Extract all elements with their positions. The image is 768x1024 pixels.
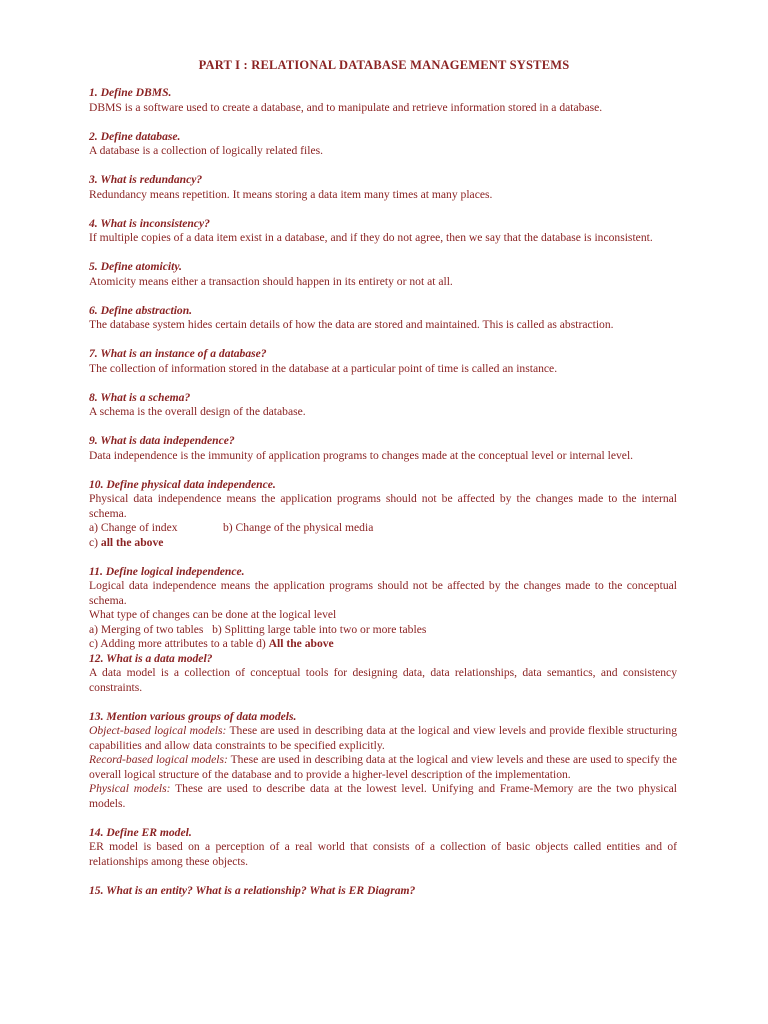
qa-item-6: [89, 304, 677, 333]
answer: DBMS is a software used to create a database, and to manipulate and retrieve information stored in a database.: [89, 100, 603, 114]
question: 4. What is inconsistency?: [89, 216, 210, 230]
option-c-prefix: c): [89, 535, 101, 549]
question: 5. Define atomicity.: [89, 260, 182, 273]
qa-item-12: [89, 652, 677, 696]
qa-item-4: [89, 217, 677, 246]
question: 2. Define database.: [89, 129, 181, 143]
qa-item-10: [89, 478, 677, 551]
option-row: [89, 536, 677, 551]
physical-label: Physical models:: [89, 782, 171, 795]
option-a: a) Change of index: [89, 521, 178, 534]
option-row: [89, 521, 677, 536]
question: 8. What is a schema?: [89, 390, 191, 404]
answer-object-based: [89, 724, 677, 753]
answer: The database system hides certain details of how the data are stored and maintained. This is called as abstraction.: [89, 318, 614, 331]
option-a: a) Merging of two tables: [89, 622, 204, 636]
question: 6. Define abstraction.: [89, 303, 193, 317]
record-based-label: Record-based logical models:: [89, 753, 228, 766]
question: 11. Define logical independence.: [89, 564, 245, 578]
document-body: [89, 86, 677, 913]
answer: ER model is based on a perception of a real world that consists of a collection of basic objects called entities and of relationships among these objects.: [89, 840, 677, 868]
option-c: all the above: [100, 535, 164, 549]
qa-item-8: [89, 391, 677, 420]
answer: Redundancy means repetition. It means storing a data item many times at many places.: [89, 187, 493, 201]
qa-item-5: [89, 260, 677, 289]
question: 1. Define DBMS.: [89, 86, 172, 99]
physical-text: These are used to describe data at the lowest level. Unifying and Frame-Memory are the two physical models.: [89, 782, 678, 810]
question: 7. What is an instance of a database?: [89, 347, 267, 360]
answer-physical: [89, 782, 677, 811]
answer: Logical data independence means the application programs should not be affected by the changes made to the conceptual schema.: [89, 579, 677, 607]
answer: If multiple copies of a data item exist in a database, and if they do not agree, then we say that the database is inconsistent.: [89, 231, 653, 244]
answer-record-based: [89, 753, 677, 782]
qa-item-1: [89, 86, 677, 115]
question: 12. What is a data model?: [89, 651, 213, 665]
qa-item-9: [89, 434, 677, 463]
qa-item-14: [89, 826, 677, 870]
document-title: PART I : RELATIONAL DATABASE MANAGEMENT SYSTEMS: [198, 58, 570, 72]
answer: A data model is a collection of conceptual tools for designing data, data relationships, data semantics, and consistency constraints.: [89, 666, 677, 694]
qa-item-2: [89, 130, 677, 159]
option-b: b) Change of the physical media: [223, 521, 374, 534]
qa-item-15: [89, 884, 677, 899]
object-based-label: Object-based logical models:: [89, 724, 227, 737]
question: 15. What is an entity? What is a relationship? What is ER Diagram?: [89, 883, 416, 897]
qa-item-11: [89, 565, 677, 652]
qa-item-3: [89, 173, 677, 202]
qa-item-13: [89, 710, 677, 812]
question: 3. What is redundancy?: [89, 173, 203, 186]
answer: A schema is the overall design of the database.: [89, 405, 306, 418]
question: 10. Define physical data independence.: [89, 477, 276, 491]
answer: Data independence is the immunity of application programs to changes made at the conceptual level or internal level.: [89, 448, 634, 462]
object-based-text: These are used in describing data at the logical and view levels and provide flexible structuring capabilities and allow data constraints to be specified explicitly.: [89, 724, 677, 752]
question: 13. Mention various groups of data models.: [89, 709, 297, 723]
answer: Atomicity means either a transaction should happen in its entirety or not at all.: [89, 274, 453, 288]
question: 9. What is data independence?: [89, 434, 235, 447]
option-row: [89, 623, 677, 638]
question: 14. Define ER model.: [89, 825, 192, 839]
qa-item-7: [89, 347, 677, 376]
sub-question: What type of changes can be done at the logical level: [89, 608, 337, 621]
answer: A database is a collection of logically related files.: [89, 144, 324, 157]
record-based-text: These are used in describing data at the logical and view levels and these are used to specify the overall logical structure of the database and to provide a higher-level description of the implementation.: [89, 753, 677, 781]
answer: The collection of information stored in the database at a particular point of time is called an instance.: [89, 361, 558, 375]
option-row: [89, 637, 677, 652]
option-b: b) Splitting large table into two or more tables: [212, 622, 427, 636]
option-c: c) Adding more attributes to a table d): [89, 637, 269, 650]
answer: Physical data independence means the application programs should not be affected by the changes made to the internal schema.: [89, 492, 677, 520]
option-d: All the above: [268, 637, 334, 650]
